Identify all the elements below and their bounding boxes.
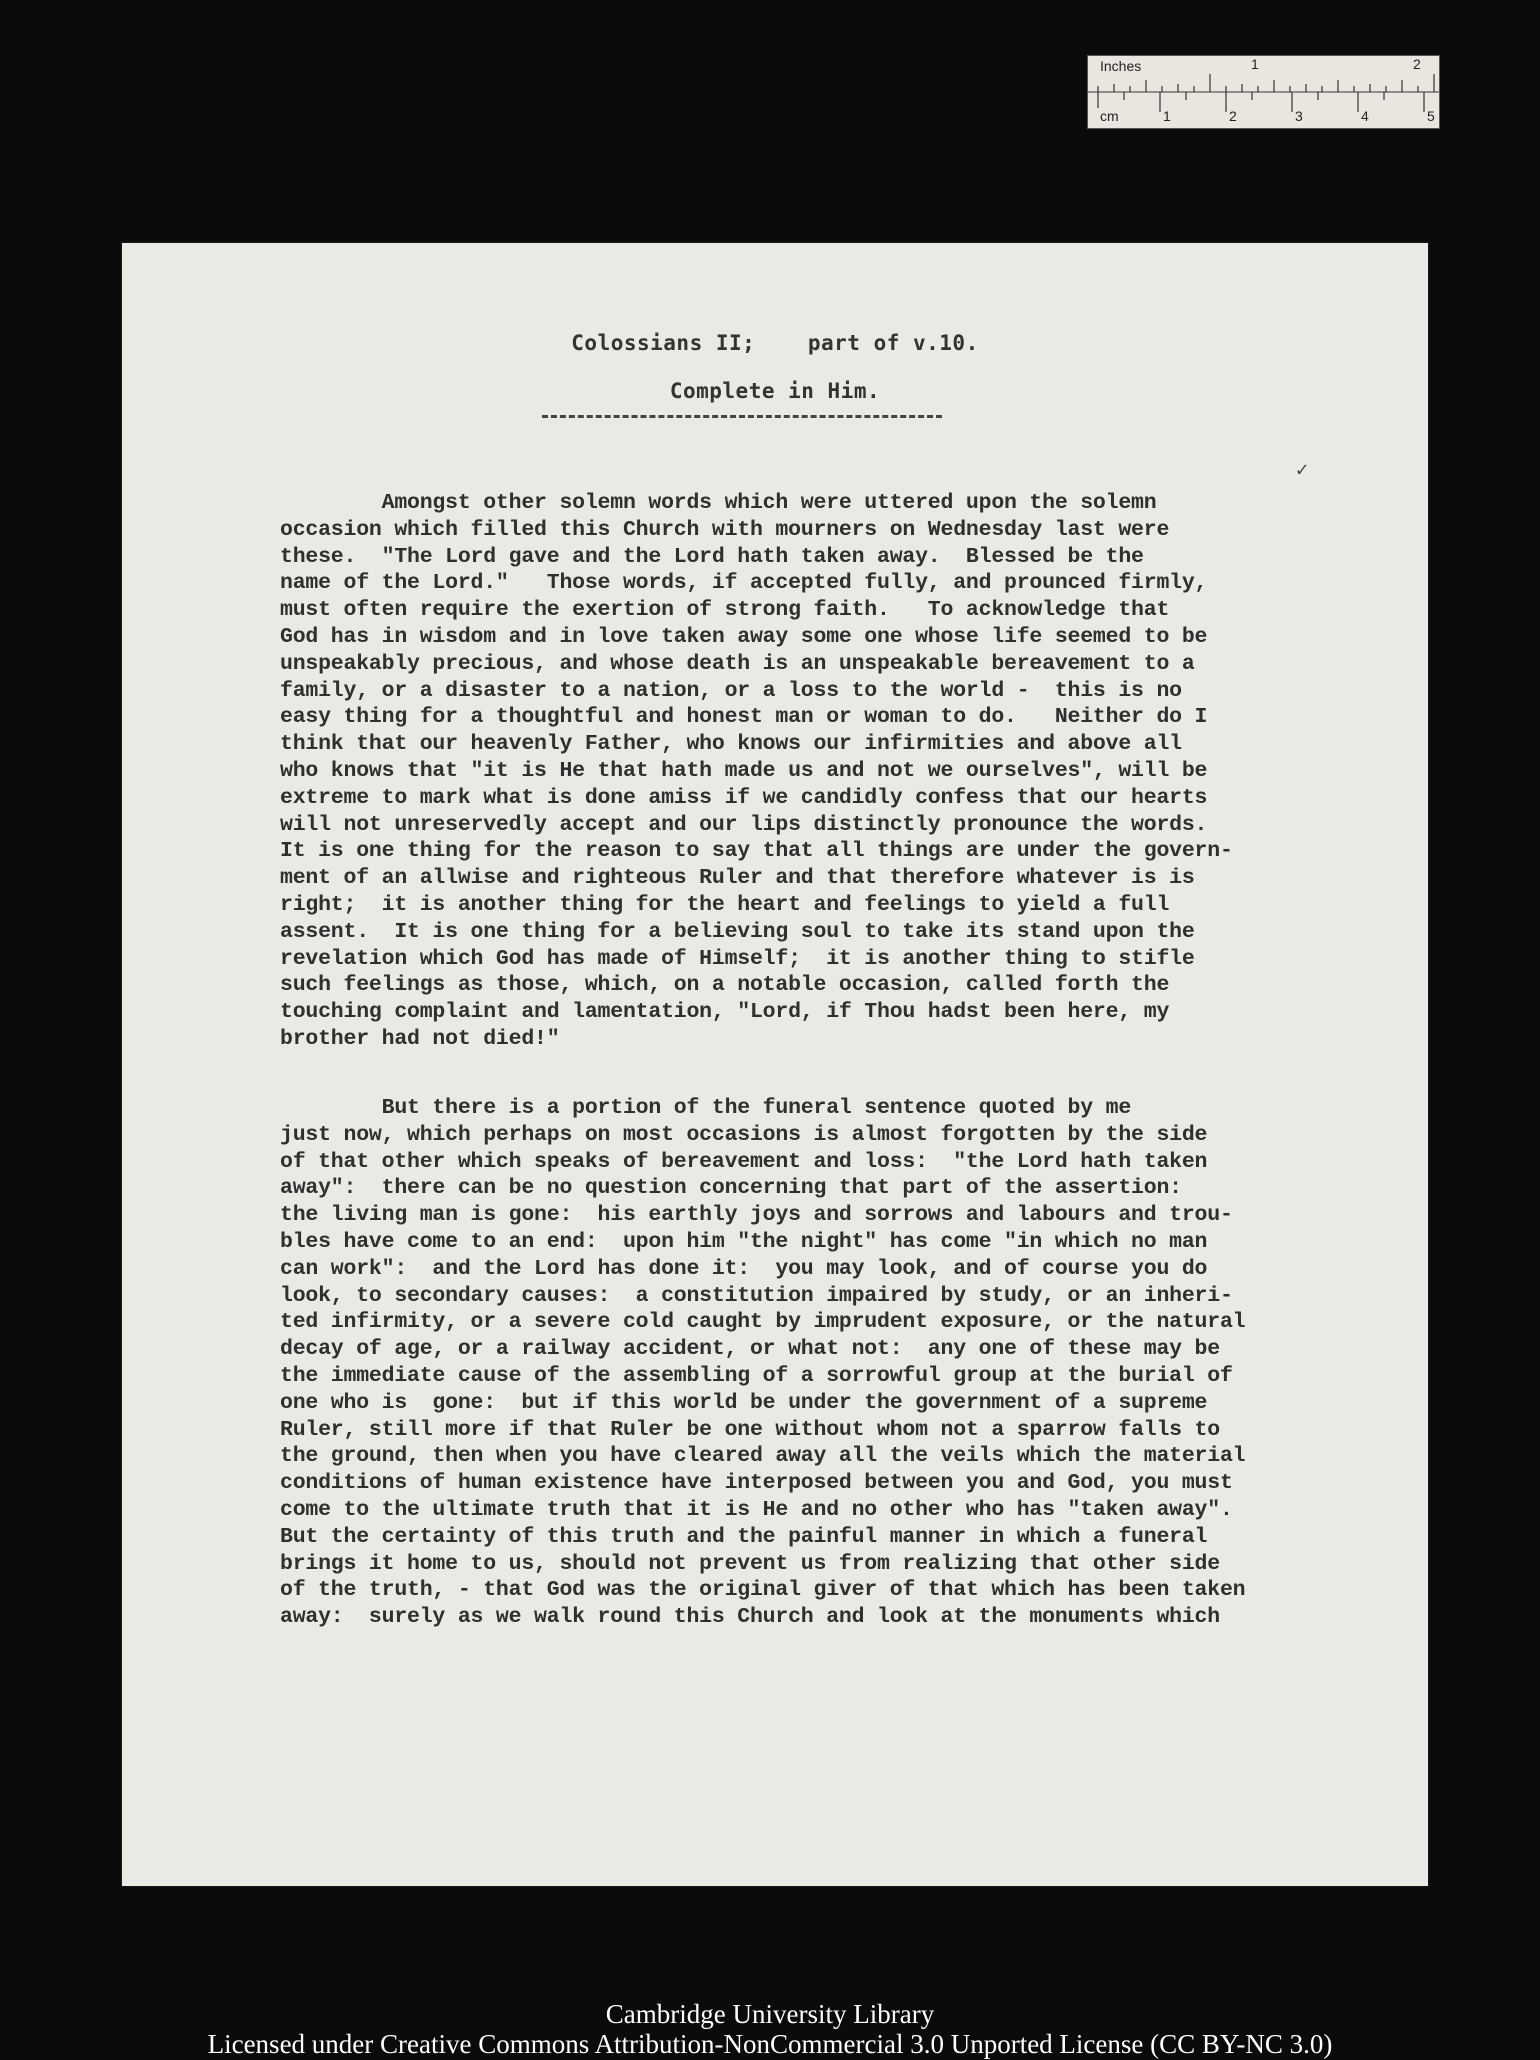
- ruler-inch-mark: 1: [1251, 56, 1259, 72]
- ruler-cm-mark: 2: [1229, 108, 1237, 124]
- ruler-inch-mark: 2: [1413, 56, 1421, 72]
- document-page: [122, 243, 1428, 1886]
- footer-license: Licensed under Creative Commons Attribution-NonCommercial 3.0 Unported License (CC BY-NC 3.0): [207, 2029, 1333, 2059]
- ruler-cm-mark: 5: [1427, 108, 1435, 124]
- ruler-inches-label: Inches: [1100, 58, 1142, 74]
- ruler-cm-mark: 4: [1361, 108, 1369, 124]
- body-paragraph-1: Amongst other solemn words which were uttered upon the solemn occasion which filled this Church with mourners on Wednesday last were these. "The Lord gave and the Lord hath taken away. Blessed be the name of the Lord." Those words, if accepted fully, and prounced firmly, must often require the exertion of strong faith. To acknowledge that God has in wisdom and in love taken away some one whose life seemed to be unspeakably precious, and whose death is an unspeakable bereavement to a family, or a disaster to a nation, or a loss to the world - this is no easy thing for a thoughtful and honest man or woman to do. Neither do I think that our heavenly Father, who knows our infirmities and above all who knows that "it is He that hath made us and not we ourselves", will be extreme to mark what is done amiss if we candidly confess that our hearts will not unreservedly accept and our lips distinctly pronounce the words. It is one thing for the reason to say that all things are under the govern- ment of an allwise and righteous Ruler and that therefore whatever is is right; it is another thing for the heart and feelings to yield a full assent. It is one thing for a believing soul to take its stand upon the revelation which God has made of Himself; it is another thing to stifle such feelings as those, which, on a notable occasion, called forth the touching complaint and lamentation, "Lord, if Thou hadst been here, my brother had not died!": [280, 491, 1233, 1051]
- pencil-mark: ✓: [1296, 457, 1309, 481]
- footer-institution: Cambridge University Library: [605, 1999, 935, 2029]
- ruler-cm-mark: 1: [1163, 108, 1171, 124]
- ruler-cm-label: cm: [1100, 108, 1119, 124]
- body-paragraph-2: But there is a portion of the funeral sentence quoted by me just now, which perhaps on most occasions is almost forgotten by the side of that other which speaks of bereavement and loss: "the Lord hath taken away": there can be no question concerning that part of the assertion: the living man is gone: his earthly joys and sorrows and labours and trou- bles have come to an end: upon him "the night" has come "in which no man can work": and the Lord has done it: you may look, and of course you do look, to secondary causes: a constitution impaired by study, or an inheri- ted infirmity, or a severe cold caught by imprudent exposure, or the natural decay of age, or a railway accident, or what not: any one of these may be the immediate cause of the assembling of a sorrowful group at the burial of one who is gone: but if this world be under the government of a supreme Ruler, still more if that Ruler be one without whom not a sparrow falls to the ground, then when you have cleared away all the veils which the material conditions of human existence have interposed between you and God, you must come to the ultimate truth that it is He and no other who has "taken away". But the certainty of this truth and the painful manner in which a funeral brings it home to us, should not prevent us from realizing that other side of the truth, - that God was the original giver of that which has been taken away: surely as we walk round this Church and look at the monuments which: [280, 1096, 1246, 1630]
- scale-ruler: [1087, 55, 1440, 129]
- ruler-cm-mark: 3: [1295, 108, 1303, 124]
- document-heading: Colossians II; part of v.10.: [571, 331, 979, 355]
- heading-underline: [542, 415, 942, 418]
- document-subheading: Complete in Him.: [669, 379, 881, 403]
